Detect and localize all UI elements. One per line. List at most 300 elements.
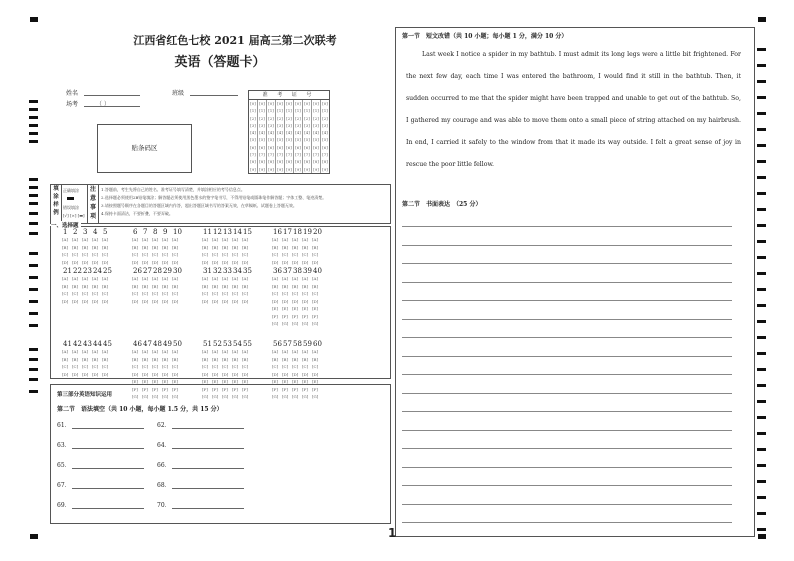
option-bubble[interactable]: [D] xyxy=(62,371,69,377)
digit-bubble[interactable]: [2] xyxy=(277,115,283,121)
option-bubble[interactable]: [B] xyxy=(282,356,289,362)
option-bubble[interactable]: [A] xyxy=(282,349,289,354)
exam-number-column[interactable] xyxy=(303,100,312,173)
option-bubble[interactable]: [A] xyxy=(212,237,219,242)
option-bubble[interactable]: [B] xyxy=(232,356,239,362)
option-bubble[interactable]: [B] xyxy=(62,356,69,362)
option-bubble[interactable]: [B] xyxy=(152,356,159,362)
option-bubble[interactable]: [A] xyxy=(302,276,309,281)
option-bubble[interactable]: [C] xyxy=(212,252,219,257)
option-bubble[interactable]: [C] xyxy=(202,252,209,257)
digit-bubble[interactable]: [8] xyxy=(286,159,292,165)
option-bubble[interactable]: [F] xyxy=(142,386,148,392)
digit-bubble[interactable]: [9] xyxy=(277,166,283,172)
digit-bubble[interactable]: [9] xyxy=(313,166,319,172)
option-bubble[interactable]: [C] xyxy=(232,291,239,296)
option-bubble[interactable]: [D] xyxy=(152,298,159,304)
option-bubble[interactable]: [A] xyxy=(232,276,239,281)
digit-bubble[interactable]: [1] xyxy=(250,108,256,114)
option-bubble[interactable]: [D] xyxy=(82,371,89,377)
option-bubble[interactable]: [B] xyxy=(222,356,229,362)
digit-bubble[interactable]: [7] xyxy=(250,152,256,158)
option-bubble[interactable]: [C] xyxy=(102,291,109,296)
exam-number-column[interactable] xyxy=(258,100,267,173)
option-bubble[interactable]: [B] xyxy=(72,356,79,362)
digit-bubble[interactable]: [8] xyxy=(277,159,283,165)
exam-number-column[interactable] xyxy=(276,100,285,173)
digit-bubble[interactable]: [3] xyxy=(286,122,292,128)
option-bubble[interactable]: [A] xyxy=(202,349,209,354)
option-bubble[interactable]: [A] xyxy=(222,349,229,354)
digit-bubble[interactable]: [7] xyxy=(322,152,328,158)
option-bubble[interactable]: [B] xyxy=(312,356,319,362)
option-bubble[interactable]: [D] xyxy=(312,371,319,377)
option-bubble[interactable]: [G] xyxy=(312,394,319,399)
option-bubble[interactable]: [C] xyxy=(92,364,99,369)
option-bubble[interactable]: [C] xyxy=(282,364,289,369)
option-bubble[interactable]: [E] xyxy=(222,379,229,384)
digit-bubble[interactable]: [1] xyxy=(268,108,274,114)
option-bubble[interactable]: [D] xyxy=(232,298,239,304)
option-bubble[interactable]: [C] xyxy=(222,252,229,257)
grammar-answer-line[interactable] xyxy=(172,448,244,449)
option-bubble[interactable]: [C] xyxy=(312,291,319,296)
option-bubble[interactable]: [A] xyxy=(92,276,99,281)
option-bubble[interactable]: [F] xyxy=(172,386,178,392)
option-bubble[interactable]: [F] xyxy=(152,386,158,392)
option-bubble[interactable]: [B] xyxy=(102,283,109,289)
option-bubble[interactable]: [A] xyxy=(62,276,69,281)
option-bubble[interactable]: [E] xyxy=(282,379,289,384)
option-bubble[interactable]: [G] xyxy=(202,394,209,399)
option-bubble[interactable]: [C] xyxy=(222,291,229,296)
digit-bubble[interactable]: [8] xyxy=(322,159,328,165)
digit-bubble[interactable]: [4] xyxy=(268,130,274,136)
option-bubble[interactable]: [C] xyxy=(222,364,229,369)
option-bubble[interactable]: [B] xyxy=(302,244,309,250)
option-bubble[interactable]: [C] xyxy=(272,291,279,296)
option-bubble[interactable]: [C] xyxy=(92,252,99,257)
digit-bubble[interactable]: [4] xyxy=(286,130,292,136)
option-bubble[interactable]: [G] xyxy=(242,394,249,399)
option-bubble[interactable]: [F] xyxy=(212,386,218,392)
digit-bubble[interactable]: [3] xyxy=(259,122,265,128)
exam-number-column[interactable] xyxy=(285,100,294,173)
digit-bubble[interactable]: [8] xyxy=(268,159,274,165)
option-bubble[interactable]: [B] xyxy=(312,283,319,289)
option-bubble[interactable]: [D] xyxy=(172,259,179,265)
option-bubble[interactable]: [F] xyxy=(222,386,228,392)
option-bubble[interactable]: [E] xyxy=(302,306,309,311)
digit-bubble[interactable]: [7] xyxy=(295,152,301,158)
option-bubble[interactable]: [C] xyxy=(72,364,79,369)
option-bubble[interactable]: [A] xyxy=(312,276,319,281)
digit-bubble[interactable]: [6] xyxy=(259,144,265,150)
grammar-answer-line[interactable] xyxy=(172,428,244,429)
option-bubble[interactable]: [C] xyxy=(152,252,159,257)
option-bubble[interactable]: [E] xyxy=(282,306,289,311)
option-bubble[interactable]: [B] xyxy=(242,283,249,289)
option-bubble[interactable]: [B] xyxy=(232,283,239,289)
option-bubble[interactable]: [D] xyxy=(302,259,309,265)
digit-bubble[interactable]: [8] xyxy=(250,159,256,165)
name-field[interactable] xyxy=(84,95,140,96)
digit-bubble[interactable]: [4] xyxy=(304,130,310,136)
option-bubble[interactable]: [B] xyxy=(302,283,309,289)
option-bubble[interactable]: [B] xyxy=(132,356,139,362)
option-bubble[interactable]: [G] xyxy=(282,321,289,326)
option-bubble[interactable]: [C] xyxy=(282,252,289,257)
exam-number-column[interactable] xyxy=(249,100,258,173)
option-bubble[interactable]: [C] xyxy=(102,252,109,257)
option-bubble[interactable]: [B] xyxy=(212,356,219,362)
grammar-answer-line[interactable] xyxy=(72,448,144,449)
option-bubble[interactable]: [B] xyxy=(212,283,219,289)
digit-bubble[interactable]: [0] xyxy=(313,101,319,106)
grammar-answer-line[interactable] xyxy=(172,508,244,509)
option-bubble[interactable]: [B] xyxy=(82,244,89,250)
option-bubble[interactable]: [C] xyxy=(172,252,179,257)
option-bubble[interactable]: [B] xyxy=(62,244,69,250)
option-bubble[interactable]: [B] xyxy=(312,244,319,250)
option-bubble[interactable]: [D] xyxy=(172,371,179,377)
option-bubble[interactable]: [A] xyxy=(232,349,239,354)
writing-line[interactable] xyxy=(402,522,732,523)
option-bubble[interactable]: [B] xyxy=(162,356,169,362)
option-bubble[interactable]: [D] xyxy=(222,371,229,377)
writing-line[interactable] xyxy=(402,393,732,394)
digit-bubble[interactable]: [5] xyxy=(250,137,256,143)
option-bubble[interactable]: [A] xyxy=(172,276,179,281)
option-bubble[interactable]: [A] xyxy=(62,349,69,354)
option-bubble[interactable]: [A] xyxy=(142,276,149,281)
digit-bubble[interactable]: [1] xyxy=(259,108,265,114)
digit-bubble[interactable]: [7] xyxy=(304,152,310,158)
option-bubble[interactable]: [G] xyxy=(132,394,139,399)
option-bubble[interactable]: [G] xyxy=(152,394,159,399)
exam-number-column[interactable] xyxy=(294,100,303,173)
option-bubble[interactable]: [G] xyxy=(292,321,299,326)
option-bubble[interactable]: [A] xyxy=(242,276,249,281)
option-bubble[interactable]: [C] xyxy=(302,252,309,257)
option-bubble[interactable]: [F] xyxy=(242,386,248,392)
option-bubble[interactable]: [A] xyxy=(172,237,179,242)
option-bubble[interactable]: [B] xyxy=(302,356,309,362)
digit-bubble[interactable]: [5] xyxy=(313,137,319,143)
option-bubble[interactable]: [C] xyxy=(152,364,159,369)
digit-bubble[interactable]: [4] xyxy=(313,130,319,136)
writing-line[interactable] xyxy=(402,374,732,375)
option-bubble[interactable]: [E] xyxy=(232,379,239,384)
digit-bubble[interactable]: [5] xyxy=(295,137,301,143)
digit-bubble[interactable]: [3] xyxy=(277,122,283,128)
digit-bubble[interactable]: [5] xyxy=(322,137,328,143)
digit-bubble[interactable]: [5] xyxy=(259,137,265,143)
option-bubble[interactable]: [D] xyxy=(212,371,219,377)
writing-line[interactable] xyxy=(402,226,732,227)
option-bubble[interactable]: [D] xyxy=(72,371,79,377)
digit-bubble[interactable]: [7] xyxy=(268,152,274,158)
option-bubble[interactable]: [G] xyxy=(292,394,299,399)
option-bubble[interactable]: [C] xyxy=(62,291,69,296)
option-bubble[interactable]: [C] xyxy=(142,291,149,296)
option-bubble[interactable]: [B] xyxy=(292,283,299,289)
option-bubble[interactable]: [D] xyxy=(162,371,169,377)
option-bubble[interactable]: [B] xyxy=(202,356,209,362)
option-bubble[interactable]: [C] xyxy=(162,252,169,257)
option-bubble[interactable]: [G] xyxy=(212,394,219,399)
option-bubble[interactable]: [C] xyxy=(272,252,279,257)
option-bubble[interactable]: [D] xyxy=(222,298,229,304)
option-bubble[interactable]: [A] xyxy=(282,276,289,281)
option-bubble[interactable]: [A] xyxy=(272,237,279,242)
digit-bubble[interactable]: [2] xyxy=(268,115,274,121)
option-bubble[interactable]: [F] xyxy=(272,313,278,319)
option-bubble[interactable]: [D] xyxy=(282,371,289,377)
digit-bubble[interactable]: [9] xyxy=(250,166,256,172)
option-bubble[interactable]: [D] xyxy=(92,259,99,265)
option-bubble[interactable]: [B] xyxy=(172,356,179,362)
option-bubble[interactable]: [G] xyxy=(162,394,169,399)
option-bubble[interactable]: [C] xyxy=(62,252,69,257)
option-bubble[interactable]: [G] xyxy=(272,394,279,399)
option-bubble[interactable]: [D] xyxy=(102,371,109,377)
option-bubble[interactable]: [C] xyxy=(302,291,309,296)
option-bubble[interactable]: [B] xyxy=(282,283,289,289)
option-bubble[interactable]: [F] xyxy=(282,313,288,319)
option-bubble[interactable]: [A] xyxy=(62,237,69,242)
digit-bubble[interactable]: [9] xyxy=(322,166,328,172)
option-bubble[interactable]: [E] xyxy=(132,379,139,384)
option-bubble[interactable]: [E] xyxy=(272,379,279,384)
option-bubble[interactable]: [D] xyxy=(232,259,239,265)
option-bubble[interactable]: [C] xyxy=(172,291,179,296)
writing-line[interactable] xyxy=(402,245,732,246)
option-bubble[interactable]: [A] xyxy=(72,276,79,281)
option-bubble[interactable]: [B] xyxy=(242,356,249,362)
option-bubble[interactable]: [D] xyxy=(232,371,239,377)
digit-bubble[interactable]: [3] xyxy=(304,122,310,128)
option-bubble[interactable]: [G] xyxy=(302,321,309,326)
option-bubble[interactable]: [B] xyxy=(92,283,99,289)
exam-room-field[interactable] xyxy=(84,106,140,107)
option-bubble[interactable]: [D] xyxy=(162,259,169,265)
option-bubble[interactable]: [B] xyxy=(292,244,299,250)
option-bubble[interactable]: [E] xyxy=(312,379,319,384)
option-bubble[interactable]: [D] xyxy=(242,371,249,377)
writing-line[interactable] xyxy=(402,504,732,505)
option-bubble[interactable]: [C] xyxy=(82,291,89,296)
option-bubble[interactable]: [D] xyxy=(142,371,149,377)
option-bubble[interactable]: [D] xyxy=(132,259,139,265)
class-field[interactable] xyxy=(190,95,238,96)
option-bubble[interactable]: [F] xyxy=(202,386,208,392)
option-bubble[interactable]: [B] xyxy=(172,244,179,250)
option-bubble[interactable]: [A] xyxy=(152,276,159,281)
option-bubble[interactable]: [B] xyxy=(272,244,279,250)
option-bubble[interactable]: [B] xyxy=(292,356,299,362)
option-bubble[interactable]: [B] xyxy=(232,244,239,250)
option-bubble[interactable]: [C] xyxy=(202,364,209,369)
digit-bubble[interactable]: [0] xyxy=(259,101,265,106)
option-bubble[interactable]: [B] xyxy=(272,283,279,289)
digit-bubble[interactable]: [2] xyxy=(250,115,256,121)
digit-bubble[interactable]: [9] xyxy=(259,166,265,172)
option-bubble[interactable]: [F] xyxy=(292,386,298,392)
digit-bubble[interactable]: [2] xyxy=(322,115,328,121)
option-bubble[interactable]: [A] xyxy=(92,237,99,242)
option-bubble[interactable]: [C] xyxy=(132,252,139,257)
option-bubble[interactable]: [A] xyxy=(142,349,149,354)
writing-line[interactable] xyxy=(402,411,732,412)
option-bubble[interactable]: [E] xyxy=(202,379,209,384)
option-bubble[interactable]: [D] xyxy=(162,298,169,304)
option-bubble[interactable]: [D] xyxy=(132,371,139,377)
grammar-answer-line[interactable] xyxy=(72,468,144,469)
digit-bubble[interactable]: [4] xyxy=(295,130,301,136)
option-bubble[interactable]: [D] xyxy=(312,298,319,304)
exam-number-grid[interactable] xyxy=(248,90,330,174)
option-bubble[interactable]: [A] xyxy=(302,237,309,242)
option-bubble[interactable]: [C] xyxy=(82,252,89,257)
digit-bubble[interactable]: [1] xyxy=(295,108,301,114)
option-bubble[interactable]: [C] xyxy=(142,364,149,369)
writing-line[interactable] xyxy=(402,263,732,264)
option-bubble[interactable]: [D] xyxy=(302,298,309,304)
digit-bubble[interactable]: [7] xyxy=(286,152,292,158)
option-bubble[interactable]: [D] xyxy=(152,259,159,265)
digit-bubble[interactable]: [2] xyxy=(313,115,319,121)
digit-bubble[interactable]: [6] xyxy=(322,144,328,150)
option-bubble[interactable]: [D] xyxy=(142,259,149,265)
option-bubble[interactable]: [C] xyxy=(152,291,159,296)
option-bubble[interactable]: [D] xyxy=(132,298,139,304)
option-bubble[interactable]: [B] xyxy=(222,244,229,250)
option-bubble[interactable]: [C] xyxy=(292,291,299,296)
option-bubble[interactable]: [F] xyxy=(292,313,298,319)
option-bubble[interactable]: [E] xyxy=(292,306,299,311)
option-bubble[interactable]: [A] xyxy=(212,276,219,281)
option-bubble[interactable]: [D] xyxy=(212,298,219,304)
option-bubble[interactable]: [A] xyxy=(242,349,249,354)
option-bubble[interactable]: [C] xyxy=(302,364,309,369)
option-bubble[interactable]: [A] xyxy=(272,349,279,354)
option-bubble[interactable]: [A] xyxy=(102,276,109,281)
option-bubble[interactable]: [B] xyxy=(212,244,219,250)
option-bubble[interactable]: [D] xyxy=(212,259,219,265)
digit-bubble[interactable]: [1] xyxy=(313,108,319,114)
option-bubble[interactable]: [B] xyxy=(92,356,99,362)
option-bubble[interactable]: [C] xyxy=(82,364,89,369)
option-bubble[interactable]: [A] xyxy=(72,237,79,242)
option-bubble[interactable]: [A] xyxy=(152,349,159,354)
option-bubble[interactable]: [A] xyxy=(132,276,139,281)
digit-bubble[interactable]: [1] xyxy=(277,108,283,114)
option-bubble[interactable]: [C] xyxy=(282,291,289,296)
option-bubble[interactable]: [C] xyxy=(172,364,179,369)
option-bubble[interactable]: [B] xyxy=(142,244,149,250)
option-bubble[interactable]: [C] xyxy=(212,364,219,369)
option-bubble[interactable]: [C] xyxy=(312,364,319,369)
option-bubble[interactable]: [C] xyxy=(272,364,279,369)
option-bubble[interactable]: [B] xyxy=(102,356,109,362)
option-bubble[interactable]: [A] xyxy=(312,237,319,242)
digit-bubble[interactable]: [9] xyxy=(286,166,292,172)
grammar-answer-line[interactable] xyxy=(172,488,244,489)
option-bubble[interactable]: [B] xyxy=(172,283,179,289)
option-bubble[interactable]: [C] xyxy=(132,364,139,369)
option-bubble[interactable]: [G] xyxy=(302,394,309,399)
option-bubble[interactable]: [B] xyxy=(82,356,89,362)
digit-bubble[interactable]: [8] xyxy=(304,159,310,165)
option-bubble[interactable]: [A] xyxy=(202,276,209,281)
digit-bubble[interactable]: [9] xyxy=(304,166,310,172)
option-bubble[interactable]: [F] xyxy=(302,386,308,392)
option-bubble[interactable]: [D] xyxy=(202,371,209,377)
digit-bubble[interactable]: [1] xyxy=(304,108,310,114)
option-bubble[interactable]: [C] xyxy=(292,364,299,369)
option-bubble[interactable]: [D] xyxy=(292,371,299,377)
digit-bubble[interactable]: [0] xyxy=(304,101,310,106)
option-bubble[interactable]: [C] xyxy=(202,291,209,296)
option-bubble[interactable]: [A] xyxy=(132,237,139,242)
option-bubble[interactable]: [G] xyxy=(272,321,279,326)
writing-line[interactable] xyxy=(402,337,732,338)
option-bubble[interactable]: [E] xyxy=(242,379,249,384)
option-bubble[interactable]: [F] xyxy=(272,386,278,392)
digit-bubble[interactable]: [1] xyxy=(322,108,328,114)
option-bubble[interactable]: [D] xyxy=(172,298,179,304)
digit-bubble[interactable]: [5] xyxy=(277,137,283,143)
digit-bubble[interactable]: [5] xyxy=(304,137,310,143)
option-bubble[interactable]: [E] xyxy=(172,379,179,384)
digit-bubble[interactable]: [9] xyxy=(295,166,301,172)
option-bubble[interactable]: [B] xyxy=(282,244,289,250)
option-bubble[interactable]: [B] xyxy=(202,244,209,250)
digit-bubble[interactable]: [5] xyxy=(268,137,274,143)
option-bubble[interactable]: [B] xyxy=(82,283,89,289)
grammar-answer-line[interactable] xyxy=(72,428,144,429)
digit-bubble[interactable]: [0] xyxy=(295,101,301,106)
option-bubble[interactable]: [A] xyxy=(72,349,79,354)
digit-bubble[interactable]: [6] xyxy=(286,144,292,150)
grammar-answer-line[interactable] xyxy=(72,488,144,489)
digit-bubble[interactable]: [0] xyxy=(268,101,274,106)
option-bubble[interactable]: [A] xyxy=(152,237,159,242)
digit-bubble[interactable]: [6] xyxy=(277,144,283,150)
writing-line[interactable] xyxy=(402,282,732,283)
option-bubble[interactable]: [G] xyxy=(222,394,229,399)
option-bubble[interactable]: [C] xyxy=(162,364,169,369)
digit-bubble[interactable]: [2] xyxy=(295,115,301,121)
option-bubble[interactable]: [A] xyxy=(82,276,89,281)
digit-bubble[interactable]: [4] xyxy=(322,130,328,136)
option-bubble[interactable]: [A] xyxy=(202,237,209,242)
option-bubble[interactable]: [C] xyxy=(212,291,219,296)
option-bubble[interactable]: [A] xyxy=(302,349,309,354)
option-bubble[interactable]: [F] xyxy=(132,386,138,392)
option-bubble[interactable]: [B] xyxy=(72,283,79,289)
digit-bubble[interactable]: [7] xyxy=(313,152,319,158)
digit-bubble[interactable]: [8] xyxy=(313,159,319,165)
option-bubble[interactable]: [A] xyxy=(132,349,139,354)
exam-number-column[interactable] xyxy=(321,100,329,173)
option-bubble[interactable]: [D] xyxy=(282,259,289,265)
option-bubble[interactable]: [D] xyxy=(92,298,99,304)
option-bubble[interactable]: [A] xyxy=(222,237,229,242)
option-bubble[interactable]: [G] xyxy=(172,394,179,399)
option-bubble[interactable]: [E] xyxy=(292,379,299,384)
